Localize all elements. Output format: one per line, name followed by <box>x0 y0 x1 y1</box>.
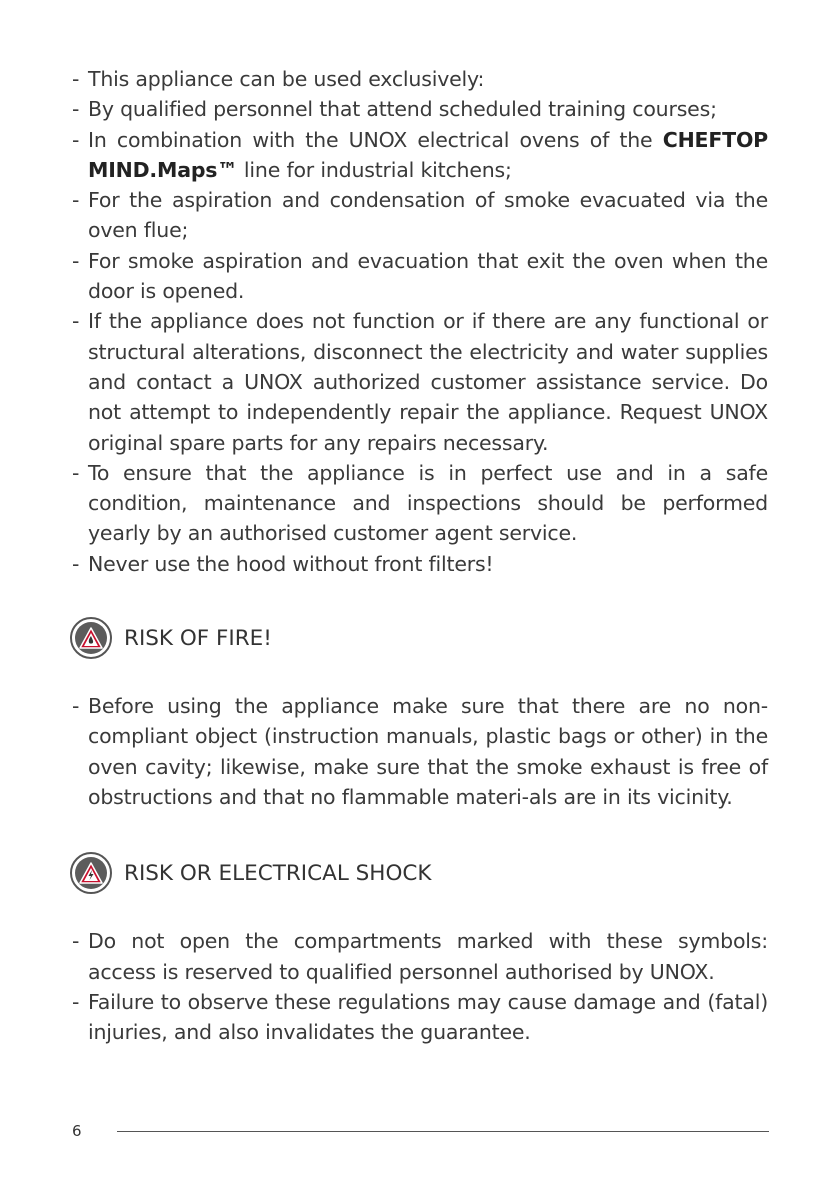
fire-warning-icon <box>70 617 112 659</box>
fire-list <box>72 691 768 812</box>
page-content <box>72 64 768 1047</box>
fire-heading <box>70 617 768 659</box>
list-item: - Before using the appliance make sure that there are no non-compliant object (instruction manuals, plastic bags or other) in the oven cavity; likewise, make sure that the smoke exhaust is free of obstructions and that no flammable materi-als are in its vicinity. <box>72 691 768 812</box>
list-item: - For the aspiration and condensation of smoke evacuated via the oven flue; <box>72 185 768 246</box>
list-item <box>72 125 768 186</box>
list-item: - To ensure that the appliance is in perfect use and in a safe condition, maintenance and inspections should be performed yearly by an authorised customer agent service. <box>72 458 768 549</box>
list-item: - Do not open the compartments marked with these symbols: access is reserved to qualified personnel authorised by UNOX. <box>72 926 768 987</box>
shock-heading <box>70 852 768 894</box>
list-item: - This appliance can be used exclusively: <box>72 64 768 94</box>
electric-shock-warning-icon <box>70 852 112 894</box>
intro-list <box>72 64 768 579</box>
page-number: 6 <box>72 1122 82 1140</box>
list-item: - By qualified personnel that attend scheduled training courses; <box>72 94 768 124</box>
shock-list <box>72 926 768 1047</box>
shock-heading-text: RISK OR ELECTRICAL SHOCK <box>124 860 432 886</box>
footer-divider <box>117 1131 769 1132</box>
brand-name: CHEFTOP MIND.Maps™ <box>88 127 768 182</box>
list-item: - For smoke aspiration and evacuation that exit the oven when the door is opened. <box>72 246 768 307</box>
combo-prefix: In combination with the UNOX electrical ovens of the <box>88 127 663 152</box>
fire-heading-text: RISK OF FIRE! <box>124 625 272 651</box>
combo-suffix: line for industrial kitchens; <box>237 157 512 182</box>
list-item: - Never use the hood without front filters! <box>72 549 768 579</box>
list-item: - Failure to observe these regulations may cause damage and (fatal) injuries, and also invalidates the guarantee. <box>72 987 768 1048</box>
list-item: - If the appliance does not function or if there are any functional or structural alterations, disconnect the electricity and water supplies and contact a UNOX authorized customer assistance service. Do not attempt to independently repair the appliance. Request UNOX original spare parts for any repairs necessary. <box>72 306 768 457</box>
page-footer <box>72 1120 769 1144</box>
